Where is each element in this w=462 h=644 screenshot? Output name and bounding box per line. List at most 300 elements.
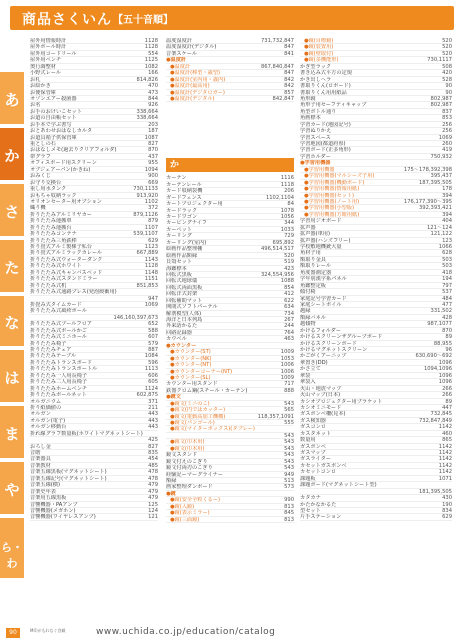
entry-name: 学習用ジオボード	[300, 218, 342, 225]
entry-name: 音楽五線記号(マグネットシート)	[30, 475, 107, 482]
entry-page: 338,664	[136, 115, 158, 122]
entry-page: 802,987	[430, 95, 452, 102]
entry-page: 842	[284, 83, 294, 90]
entry-name: 傘袋	[300, 372, 311, 379]
entry-name: 課題ボード(マグネットシート型)	[300, 482, 377, 489]
entry-name: 角形鏡	[300, 95, 316, 102]
entry-page: 520	[442, 38, 452, 44]
entry-page: 847	[284, 44, 294, 51]
entry-page: 987,1077	[427, 321, 452, 328]
entry-name: 海洋と日本列島	[166, 317, 203, 323]
entry-name: ●学習用機器(ノート用)	[304, 198, 360, 205]
entry-leader	[93, 321, 147, 326]
entry-leader	[62, 399, 147, 404]
entry-name: カード収納袋機	[166, 188, 203, 195]
entry-leader	[334, 51, 441, 56]
entry-name: ●鏡(多機能形)	[304, 57, 339, 64]
entry-page: 425	[148, 437, 158, 444]
index-entry	[30, 514, 158, 520]
entry-page: 520	[442, 44, 452, 51]
entry-leader	[198, 51, 283, 56]
entry-name: オルガン移動台	[30, 424, 67, 431]
entry-page: 1033	[280, 226, 294, 233]
entry-name: 拡声器	[300, 224, 316, 231]
entry-page: 870	[148, 147, 158, 154]
entry-leader	[73, 218, 148, 223]
side-tab-3[interactable]	[0, 240, 24, 292]
entry-page: 211	[148, 404, 158, 411]
entry-name: 回転洋式封架	[166, 291, 198, 298]
entry-name: 鏡文付両刃のこぎり	[166, 465, 213, 472]
entry-name: おとあわせおはなしカルタ	[30, 128, 93, 135]
entry-page: 606	[148, 372, 158, 379]
entry-page: 870	[442, 327, 452, 334]
entry-page: 430	[442, 495, 452, 502]
entry-name: お守り交換台	[30, 179, 62, 186]
entry-page: 732,847,849	[418, 417, 452, 424]
entry-leader	[197, 343, 293, 348]
entry-leader	[206, 439, 284, 444]
entry-leader	[73, 225, 144, 230]
entry-page: 1006	[280, 368, 294, 375]
entry-leader	[31, 315, 112, 320]
entry-name: 折りたたみテーブル	[30, 353, 77, 360]
entry-leader	[91, 167, 144, 172]
entry-name: 貝殻セット	[166, 259, 192, 266]
side-tab-6[interactable]	[0, 406, 24, 458]
entry-name: 音楽史年表	[30, 488, 56, 495]
catalog-url[interactable]: www.uchida.co.jp/education/catalog	[96, 627, 276, 637]
entry-leader	[342, 386, 441, 391]
entry-page: 90	[445, 83, 452, 90]
entry-leader	[347, 411, 430, 416]
entry-name: カードワゴン	[166, 214, 198, 220]
entry-leader	[341, 392, 441, 397]
entry-page: 513	[284, 477, 294, 484]
entry-name: 回転式地球儀	[166, 278, 198, 285]
entry-page: 266	[442, 392, 452, 399]
entry-leader	[322, 366, 423, 371]
entry-leader	[248, 388, 283, 393]
entry-name: ●鏡文(電動高加工機構)	[170, 413, 226, 420]
entry-page: 834	[442, 507, 452, 514]
entry-name: 角鑑整定板	[300, 282, 326, 289]
entry-leader	[191, 64, 260, 69]
entry-leader	[177, 491, 293, 496]
entry-name: ●鏡文(巾木用)	[170, 439, 205, 446]
entry-leader	[383, 334, 444, 339]
entry-page: 628	[442, 250, 452, 257]
entry-page: 797	[442, 282, 452, 289]
entry-leader	[219, 381, 283, 386]
entry-leader	[57, 489, 147, 494]
entry-leader	[67, 186, 132, 191]
entry-page: 418	[442, 269, 452, 276]
entry-page: 630,690〜692	[415, 353, 452, 360]
page-number: 90	[6, 628, 20, 638]
entry-leader	[337, 109, 441, 114]
entry-leader	[327, 257, 441, 262]
entry-page: 395,437	[430, 173, 452, 180]
entry-name: かごがくアーニップ	[300, 353, 347, 360]
entry-page: 503	[442, 256, 452, 263]
side-tab-label: さ	[4, 203, 20, 221]
entry-name: 回転補助マット	[166, 297, 203, 304]
entry-name: かけるスクリーンボード	[300, 340, 357, 347]
entry-page: 1096	[438, 372, 452, 379]
entry-leader	[52, 456, 147, 461]
index-entry	[300, 514, 452, 520]
entry-page: 827	[148, 443, 158, 450]
entry-name: かけるスクリーンザグループボード	[300, 334, 383, 341]
entry-page: 543	[284, 445, 294, 452]
entry-leader	[52, 444, 147, 449]
entry-leader	[188, 175, 280, 180]
entry-name: オルガニウム	[30, 398, 62, 405]
entry-name: 鉄器クロム鋼(スチール・カーテン)	[166, 387, 248, 394]
entry-leader	[118, 289, 157, 294]
entry-page: 622	[284, 297, 294, 304]
entry-leader	[188, 336, 283, 341]
entry-page: 813	[284, 503, 294, 510]
entry-name: 額縁	[166, 477, 177, 484]
entry-leader	[212, 349, 280, 354]
entry-name: 角型ボトル通り	[300, 108, 337, 115]
entry-name: ●鏡(装置用)	[304, 44, 334, 51]
entry-leader	[368, 347, 444, 352]
entry-leader	[342, 405, 441, 410]
entry-leader	[52, 173, 147, 178]
entry-page: 394	[442, 192, 452, 199]
entry-name: かけるフォルダー	[300, 327, 342, 334]
entry-page: 1128	[144, 38, 158, 44]
entry-leader	[317, 321, 427, 326]
entry-name: 学習カード(地図記号)	[300, 121, 351, 128]
entry-page: 844	[148, 95, 158, 102]
entry-leader	[311, 373, 437, 378]
entry-page: 629	[148, 237, 158, 244]
kana-section-header: か	[166, 158, 294, 172]
entry-page: 88,955	[433, 340, 452, 347]
entry-page: 900	[148, 173, 158, 180]
side-tab-label: ま	[4, 425, 20, 443]
entry-leader	[337, 469, 438, 474]
entry-leader	[342, 328, 441, 333]
entry-leader	[57, 141, 147, 146]
entry-page: 1006	[280, 362, 294, 369]
entry-page: 1082	[144, 63, 158, 70]
entry-leader	[365, 180, 418, 185]
entry-leader	[77, 508, 148, 513]
entry-page: 1148	[144, 269, 158, 276]
entry-page: 267	[284, 317, 294, 323]
entry-name: ●温度計(室内用・歳内)	[170, 76, 226, 83]
entry-name: 折りたたみコンテナ	[30, 231, 77, 238]
entry-leader	[214, 484, 283, 489]
entry-name: 角材子用	[300, 250, 321, 257]
entry-name: 拡声器(車用)	[300, 231, 330, 238]
entry-name: 折れ線グラフ数量板(ホワイトマグネットシート)	[30, 430, 143, 437]
entry-name: ●学習用機器(情報用紙)	[304, 186, 360, 193]
entry-leader	[335, 167, 402, 172]
side-tab-label: か	[4, 147, 20, 165]
side-tab-label: あ	[4, 91, 20, 109]
entry-leader	[88, 386, 144, 391]
entry-name: ●温度計(デジタル)	[170, 95, 215, 102]
entry-page: 1056	[280, 214, 294, 220]
entry-leader	[31, 296, 147, 301]
entry-leader	[88, 334, 147, 339]
entry-leader	[41, 450, 147, 455]
entry-page: 730,1117	[427, 57, 452, 64]
entry-name: ●カウンター(NT)	[170, 362, 212, 369]
side-tab-4[interactable]	[0, 296, 24, 346]
entry-page: 260	[442, 141, 452, 147]
entry-name: 学校敷地機銃大量	[300, 244, 342, 250]
entry-page: 331,502	[430, 308, 452, 315]
entry-page: 89	[445, 334, 452, 341]
entry-leader	[331, 160, 451, 165]
entry-leader	[224, 201, 287, 206]
entry-name: 書き込み式平方の定規	[300, 70, 352, 77]
entry-name: 角度器測定器	[300, 269, 332, 276]
entry-leader	[98, 160, 147, 165]
entry-page: 543	[284, 400, 294, 407]
entry-leader	[88, 373, 147, 378]
entry-page: 1142	[438, 450, 452, 456]
entry-name: 開閉式ソフトパーテル	[166, 304, 218, 311]
side-tab-8[interactable]	[0, 518, 24, 578]
entry-name: 数量用	[300, 437, 316, 444]
entry-name: お道の自由帳セット	[30, 115, 77, 122]
entry-leader	[355, 193, 441, 198]
entry-page: 443	[148, 417, 158, 424]
entry-leader	[211, 83, 283, 88]
entry-page: 90	[445, 89, 452, 96]
entry-leader	[66, 418, 147, 423]
side-tab-7[interactable]	[0, 462, 24, 514]
entry-page: 187,395,505	[418, 179, 452, 186]
page-title: 商品さくいん	[22, 12, 112, 28]
entry-name: ●温度計	[170, 63, 191, 70]
entry-leader	[211, 510, 283, 515]
side-tab-1[interactable]	[0, 128, 24, 180]
side-tab-label: ら・わ	[1, 541, 23, 570]
entry-leader	[327, 418, 418, 423]
entry-leader	[118, 147, 148, 152]
entry-name: 課題板	[300, 475, 316, 482]
side-tab-2[interactable]	[0, 184, 24, 236]
entry-page: 802,987	[430, 102, 452, 109]
entry-page: 371	[148, 398, 158, 405]
entry-page: 814,826	[136, 76, 158, 83]
entry-page: 372	[148, 205, 158, 212]
entry-page: 888	[284, 387, 294, 394]
entry-name: 回路記録器	[166, 329, 192, 336]
entry-leader	[67, 341, 147, 346]
entry-leader	[216, 96, 272, 101]
entry-leader	[193, 330, 283, 335]
entry-leader	[337, 502, 441, 507]
entry-page: 447	[442, 404, 452, 411]
entry-page: 634	[284, 304, 294, 311]
entry-page: 1142	[438, 424, 452, 431]
entry-name: カートプロジェクター用	[166, 201, 223, 208]
entry-name: 重し用水タンク	[30, 186, 67, 193]
entry-page: 596	[148, 359, 158, 366]
entry-leader	[198, 208, 280, 213]
entry-leader	[193, 272, 260, 277]
kana-side-index	[0, 34, 24, 622]
entry-page: 573	[284, 484, 294, 491]
entry-leader	[352, 83, 445, 88]
entry-name: 鏡文付えのこぎり	[166, 458, 208, 465]
entry-page: 1069	[144, 301, 158, 308]
side-tab-label: た	[4, 259, 20, 277]
entry-leader	[182, 394, 293, 399]
entry-name: オルガン	[30, 411, 51, 418]
entry-leader	[226, 407, 283, 412]
entry-page: 1094	[144, 166, 158, 173]
entry-leader	[52, 154, 147, 159]
entry-name: 折り畳式アルミ製梯子私台	[30, 244, 93, 250]
entry-leader	[52, 463, 147, 468]
entry-page: 520	[442, 50, 452, 57]
entry-leader	[187, 57, 293, 62]
entry-page: 485	[148, 462, 158, 469]
entry-leader	[72, 347, 147, 352]
entry-name: ●鏡文(マイターボックス)(タブレー)	[170, 426, 255, 433]
side-tab-5[interactable]	[0, 350, 24, 402]
entry-leader	[317, 379, 438, 384]
entry-name: ●学習用機器(セット)	[304, 192, 355, 199]
entry-page: 1118	[280, 181, 294, 188]
entry-leader	[78, 51, 148, 56]
entry-name: カーペット	[166, 226, 192, 233]
entry-name: 折りたたみ式ミニホール	[30, 334, 87, 341]
entry-leader	[202, 311, 283, 316]
entry-leader	[203, 285, 283, 290]
entry-name: 越縁	[300, 308, 311, 315]
entry-leader	[203, 182, 280, 187]
entry-name: かたかなかるた	[300, 501, 337, 508]
entry-page: 537	[442, 289, 452, 296]
entry-name: お手本で学ぶ書写	[30, 121, 72, 128]
entry-page: 947	[148, 295, 158, 302]
entry-page: 729	[284, 233, 294, 240]
entry-leader	[343, 218, 442, 223]
entry-page: 1151	[144, 276, 158, 283]
entry-name: オルガン(電子)	[30, 417, 66, 424]
entry-name: ガードフェンス	[166, 194, 202, 201]
entry-name: 折りたたみトランスボード	[30, 359, 93, 366]
page-footer	[0, 622, 462, 644]
entry-page: 1009	[280, 374, 294, 381]
entry-leader	[47, 205, 148, 210]
entry-leader	[193, 233, 283, 238]
entry-leader	[212, 362, 279, 367]
entry-leader	[200, 517, 283, 522]
entry-leader	[343, 302, 442, 307]
entry-leader	[352, 147, 441, 152]
entry-name: ●鏡文(巾木用)	[170, 445, 205, 452]
entry-leader	[79, 502, 147, 507]
entry-page: 1069	[438, 134, 452, 141]
entry-page: 750,932	[430, 153, 452, 160]
entry-page: 588	[148, 327, 158, 334]
entry-name: 角形子用セーフティキャップ	[300, 102, 367, 109]
entry-page: 543	[284, 439, 294, 446]
entry-page: 1116	[280, 175, 294, 182]
page-header	[0, 0, 462, 34]
entry-leader	[348, 296, 441, 301]
entry-page: 1084	[144, 353, 158, 360]
entry-name: カシオミニモード	[300, 404, 342, 411]
entry-name: 折りたたみアルミリヤカー	[30, 211, 92, 218]
entry-leader	[317, 289, 442, 294]
entry-page: 730,1133	[133, 186, 158, 193]
entry-name: 家庭記号学習カード	[300, 295, 347, 302]
entry-name: 屋外ポール時計	[30, 44, 67, 51]
side-tab-0[interactable]	[0, 72, 24, 124]
entry-leader	[347, 353, 414, 358]
side-tab-label: は	[4, 369, 20, 387]
entry-name: オブジェアーパン(かきね)	[30, 166, 91, 173]
entry-leader	[78, 193, 136, 198]
entry-name: 角画標本	[300, 115, 321, 122]
entry-name: ●温度計(棒型・歳型)	[170, 70, 221, 77]
entry-name: 学習地図(都道府県)	[300, 141, 346, 147]
entry-leader	[203, 317, 283, 322]
entry-name: 折りたたみ三角鉄棒	[30, 237, 77, 244]
entry-name: 音響機器(ワイヤレスアンプ)	[30, 514, 96, 521]
entry-page: 629	[442, 514, 452, 521]
entry-leader	[375, 173, 429, 178]
entry-leader	[57, 64, 144, 69]
entry-name: 学習スペース	[300, 134, 331, 141]
entry-page: 187	[148, 128, 158, 135]
entry-leader	[216, 420, 283, 425]
entry-name: 額取り金具	[300, 256, 326, 263]
entry-leader	[52, 83, 147, 88]
entry-page: 837	[442, 108, 452, 115]
entry-page: 96	[445, 347, 452, 353]
entry-name: 音楽五線黒板(マグネットシート)	[30, 469, 107, 476]
entry-name: 音楽用五線黒板	[30, 495, 67, 502]
entry-leader	[342, 514, 441, 519]
entry-page: 118,357,1091	[257, 413, 294, 420]
entry-leader	[358, 341, 433, 346]
entry-name: 書取りくん(ロボード)	[300, 83, 351, 90]
entry-leader	[77, 353, 144, 358]
index-column-3	[300, 38, 452, 521]
entry-leader	[317, 437, 442, 442]
entry-page: 565	[284, 407, 294, 414]
entry-page: 842	[284, 76, 294, 83]
entry-page: 1066	[438, 244, 452, 250]
entry-leader	[78, 115, 136, 120]
entry-name: ●学習用機器(方眼用紙)	[304, 211, 360, 218]
index-entry	[166, 96, 294, 102]
entry-page: 1102,1104	[265, 194, 294, 201]
entry-page: 437	[148, 153, 158, 160]
entry-leader	[198, 253, 283, 258]
entry-leader	[327, 283, 441, 288]
entry-leader	[193, 259, 283, 264]
entry-leader	[193, 227, 280, 232]
entry-page: 1071	[438, 475, 452, 482]
entry-page: 470	[148, 83, 158, 90]
